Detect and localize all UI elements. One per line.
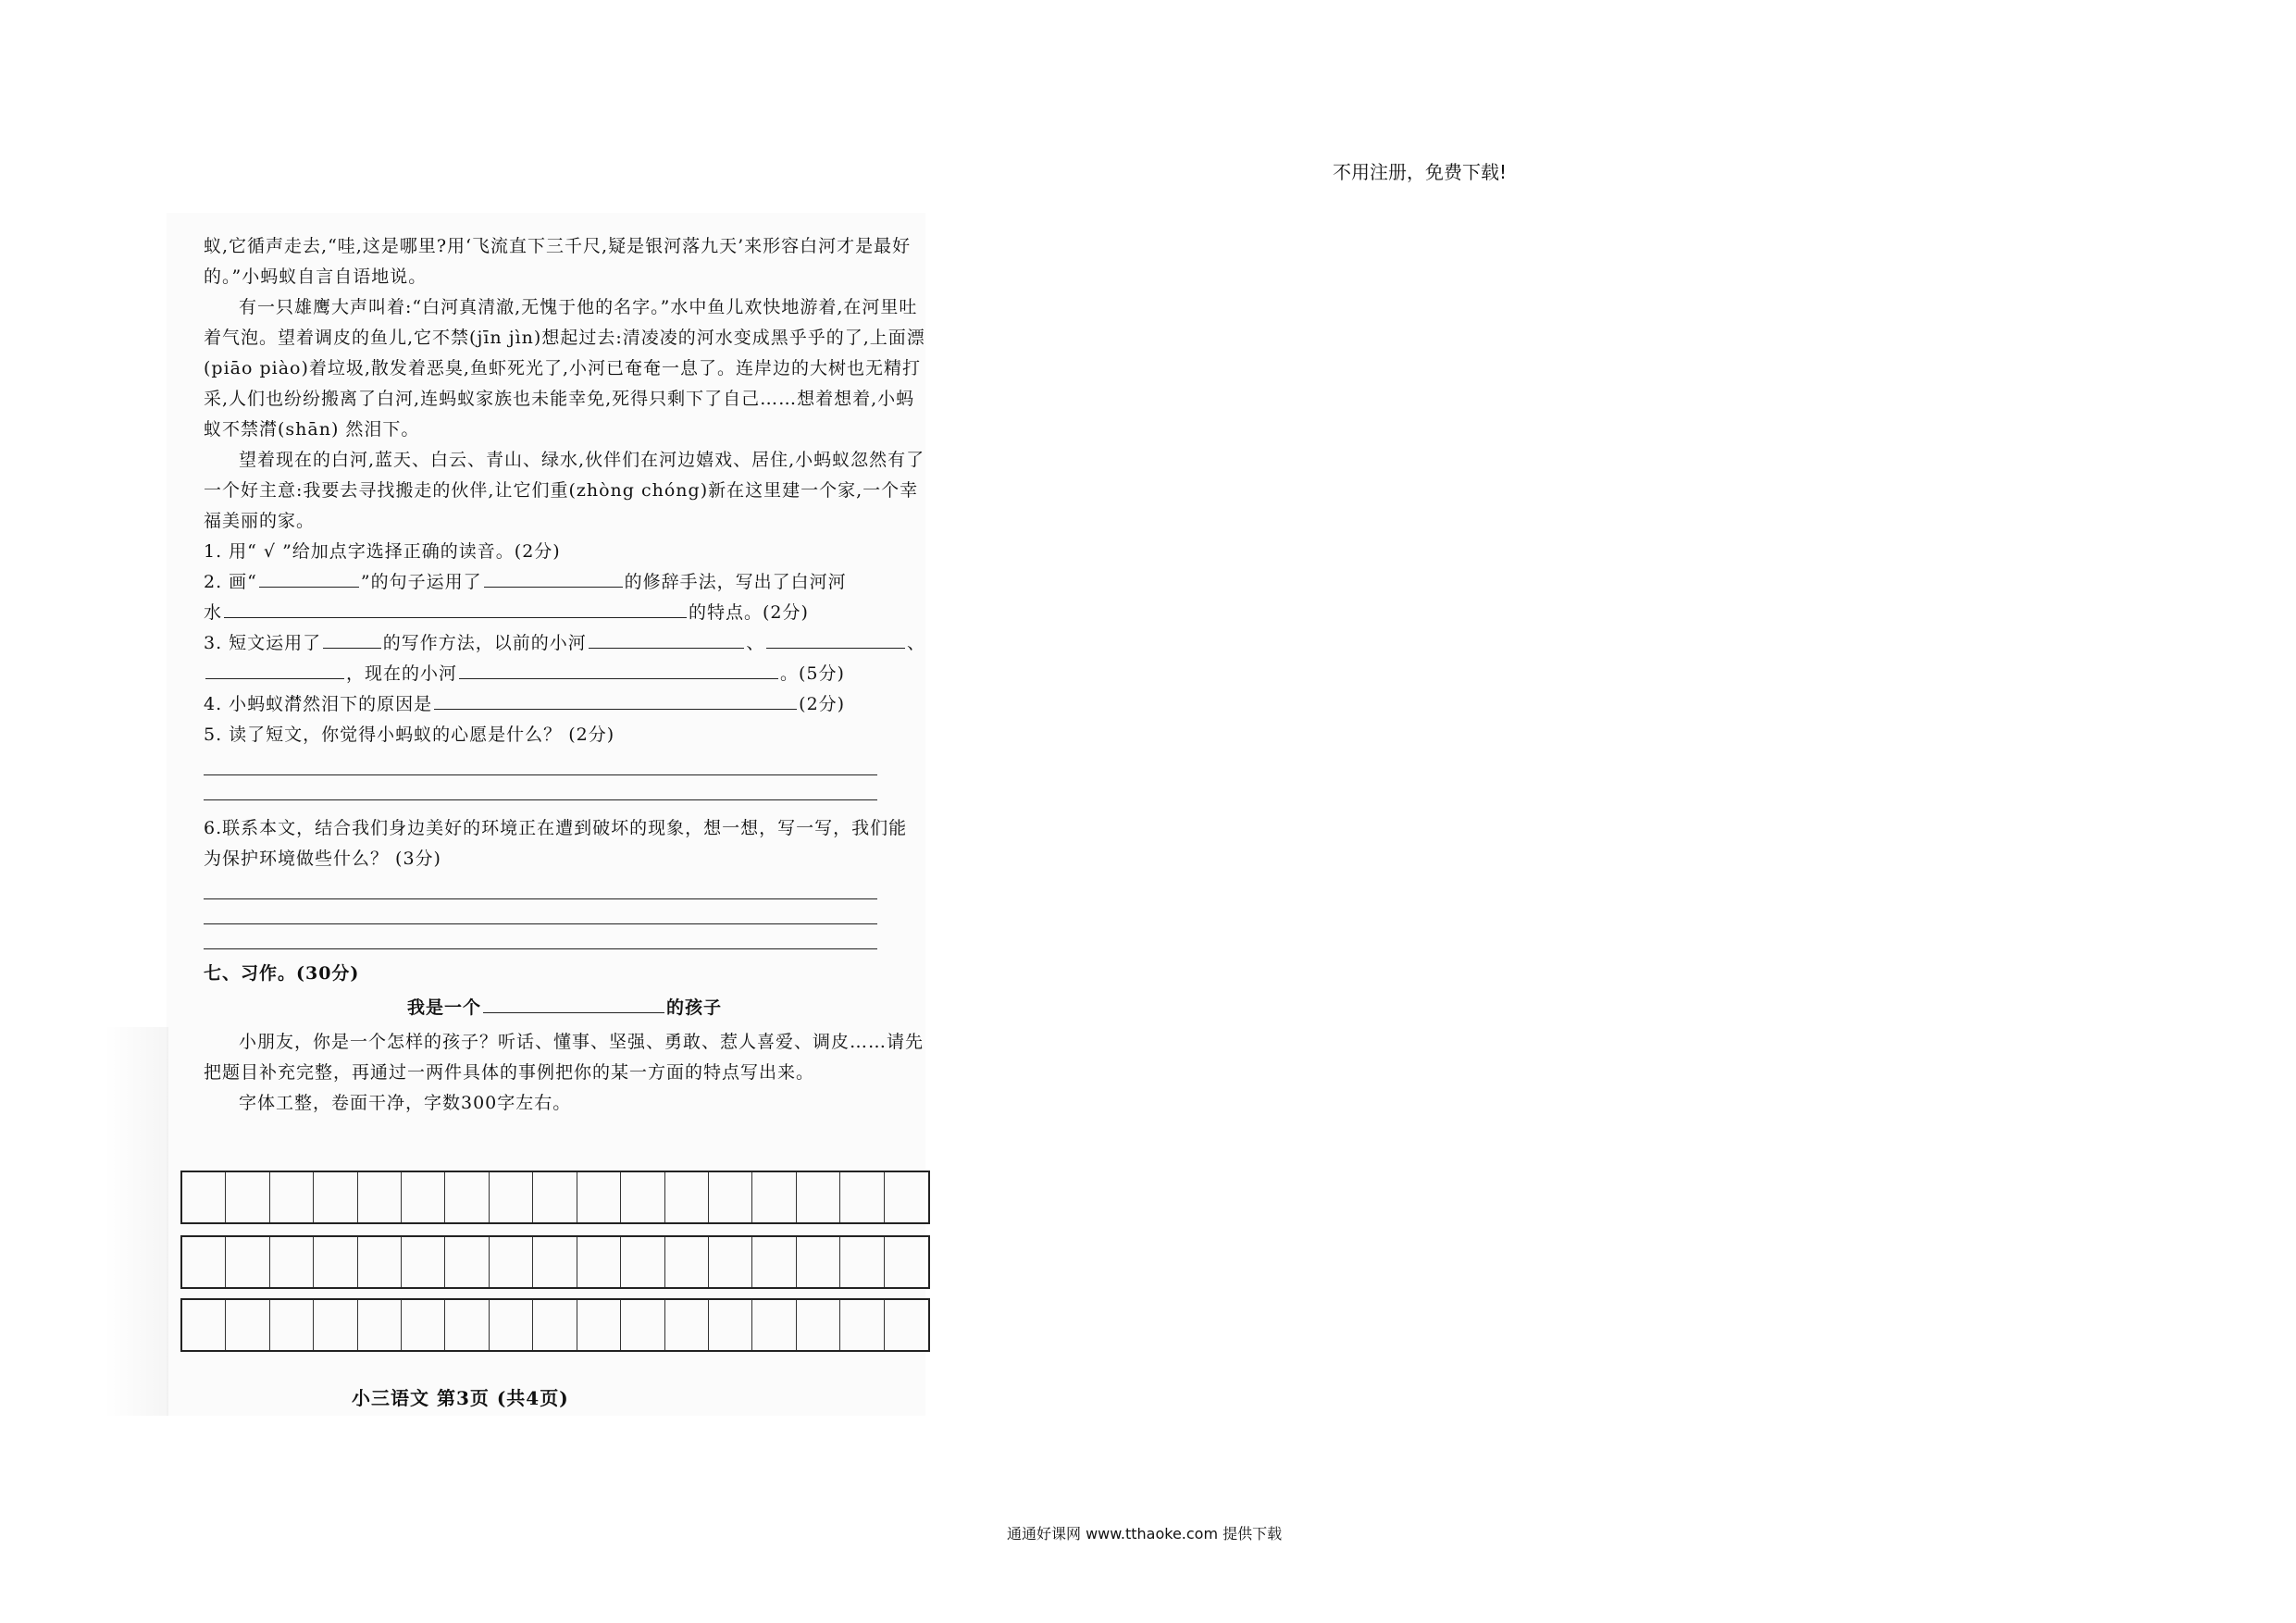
scan-shadow — [104, 1027, 168, 1416]
grid-cell[interactable] — [840, 1237, 884, 1287]
question-2-part-b: ”的句子运用了 — [360, 572, 482, 592]
question-5: 5. 读了短文，你觉得小蚂蚁的心愿是什么？ (2分) — [204, 725, 615, 745]
composition-requirement: 字体工整，卷面干净，字数300字左右。 — [239, 1093, 572, 1113]
grid-cell[interactable] — [314, 1237, 357, 1287]
question-3-part-d: 、 — [906, 633, 925, 653]
grid-cell[interactable] — [533, 1237, 577, 1287]
question-2 — [204, 567, 925, 598]
answer-line[interactable] — [204, 775, 877, 800]
grid-cell[interactable] — [445, 1237, 489, 1287]
grid-cell[interactable] — [226, 1300, 269, 1350]
grid-cell[interactable] — [490, 1172, 533, 1222]
grid-cell[interactable] — [709, 1237, 752, 1287]
question-3-part-f: 。(5分) — [780, 663, 845, 684]
grid-cell[interactable] — [182, 1237, 226, 1287]
grid-cell[interactable] — [709, 1172, 752, 1222]
grid-cell[interactable] — [490, 1237, 533, 1287]
answer-blank[interactable] — [323, 647, 381, 649]
answer-blank[interactable] — [205, 677, 344, 679]
grid-cell[interactable] — [840, 1172, 884, 1222]
question-4-part-a: 4. 小蚂蚁潸然泪下的原因是 — [204, 694, 433, 714]
grid-cell[interactable] — [577, 1237, 621, 1287]
grid-cell[interactable] — [314, 1300, 357, 1350]
grid-cell[interactable] — [533, 1300, 577, 1350]
answer-blank[interactable] — [484, 586, 623, 588]
composition-title-part-b: 的孩子 — [666, 997, 723, 1018]
answer-blank[interactable] — [766, 647, 905, 649]
answer-line[interactable] — [204, 750, 877, 775]
source-footer: 通通好课网 www.tthaoke.com 提供下载 — [1007, 1525, 1283, 1542]
grid-row[interactable] — [180, 1298, 930, 1352]
grid-cell[interactable] — [445, 1172, 489, 1222]
grid-cell[interactable] — [621, 1237, 664, 1287]
grid-cell[interactable] — [709, 1300, 752, 1350]
grid-cell[interactable] — [314, 1172, 357, 1222]
answer-blank[interactable] — [589, 647, 745, 649]
question-6: 6.联系本文，结合我们身边美好的环境正在遭到破坏的现象，想一想，写一写，我们能为保护环境做些什么？ (3分) — [204, 818, 908, 869]
grid-cell[interactable] — [665, 1300, 709, 1350]
grid-row[interactable] — [180, 1235, 930, 1289]
grid-cell[interactable] — [358, 1300, 402, 1350]
grid-cell[interactable] — [885, 1172, 928, 1222]
grid-cell[interactable] — [577, 1300, 621, 1350]
grid-cell[interactable] — [402, 1237, 445, 1287]
writing-grid[interactable] — [180, 1171, 930, 1352]
question-4-part-b: (2分) — [799, 694, 846, 714]
grid-cell[interactable] — [621, 1300, 664, 1350]
answer-line[interactable] — [204, 899, 877, 924]
page-number: 小三语文 第3页 (共4页) — [352, 1387, 569, 1409]
question-3-part-a: 3. 短文运用了 — [204, 633, 322, 653]
grid-cell[interactable] — [621, 1172, 664, 1222]
passage-paragraph-2: 有一只雄鹰大声叫着:“白河真清澈,无愧于他的名字。”水中鱼儿欢快地游着,在河里吐着气泡。望着调皮的鱼儿,它不禁(jīn jìn)想起过去:清凌凌的河水变成黑乎乎的了,上面漂(piāo piào)着垃圾,散发着恶臭,鱼虾死光了,小河已奄奄一息了。连岸边的大树也无精打采,人们也纷纷搬离了白河,连蚂蚁家族也未能幸免,死得只剩下了自己……想着想着,小蚂蚁不禁潸(shān) 然泪下。 — [204, 297, 925, 440]
exam-content — [204, 231, 925, 1119]
grid-cell[interactable] — [885, 1300, 928, 1350]
passage-paragraph-3: 望着现在的白河,蓝天、白云、青山、绿水,伙伴们在河边嬉戏、居住,小蚂蚁忽然有了一个好主意:我要去寻找搬走的伙伴,让它们重(zhòng chóng)新在这里建一个家,一个幸福美丽的家。 — [204, 450, 925, 531]
question-3-part-c: 、 — [746, 633, 765, 653]
question-1: 1. 用“ √ ”给加点字选择正确的读音。(2分) — [204, 541, 561, 562]
grid-cell[interactable] — [402, 1172, 445, 1222]
grid-cell[interactable] — [577, 1172, 621, 1222]
question-2-part-a: 2. 画“ — [204, 572, 257, 592]
composition-title-blank[interactable] — [483, 1011, 664, 1013]
passage-paragraph-1: 蚁,它循声走去,“哇,这是哪里?用‘飞流直下三千尺,疑是银河落九天’来形容白河才是最好的。”小蚂蚁自言自语地说。 — [204, 236, 912, 287]
composition-prompt: 小朋友，你是一个怎样的孩子？听话、懂事、坚强、勇敢、惹人喜爱、调皮……请先把题目补充完整，再通过一两件具体的事例把你的某一方面的特点写出来。 — [204, 1032, 925, 1083]
grid-cell[interactable] — [840, 1300, 884, 1350]
grid-cell[interactable] — [358, 1237, 402, 1287]
composition-section-title: 七、习作。(30分) — [204, 963, 360, 984]
grid-cell[interactable] — [752, 1237, 796, 1287]
composition-title — [204, 993, 925, 1023]
answer-blank[interactable] — [459, 677, 778, 679]
question-3-part-e: ，现在的小河 — [346, 663, 458, 684]
question-2-part-c: 的修辞手法，写出了白河河 — [624, 572, 847, 592]
grid-cell[interactable] — [752, 1300, 796, 1350]
grid-cell[interactable] — [797, 1172, 840, 1222]
grid-cell[interactable] — [797, 1300, 840, 1350]
grid-cell[interactable] — [533, 1172, 577, 1222]
grid-cell[interactable] — [182, 1172, 226, 1222]
grid-cell[interactable] — [885, 1237, 928, 1287]
grid-cell[interactable] — [752, 1172, 796, 1222]
grid-cell[interactable] — [665, 1237, 709, 1287]
grid-cell[interactable] — [270, 1237, 314, 1287]
grid-cell[interactable] — [182, 1300, 226, 1350]
grid-cell[interactable] — [797, 1237, 840, 1287]
question-2-continued — [204, 598, 925, 628]
question-3-part-b: 的写作方法，以前的小河 — [382, 633, 587, 653]
question-2-part-d: 水 — [204, 602, 223, 623]
grid-cell[interactable] — [665, 1172, 709, 1222]
answer-blank[interactable] — [259, 586, 359, 588]
download-notice: 不用注册，免费下载! — [1333, 161, 1508, 183]
grid-cell[interactable] — [226, 1237, 269, 1287]
grid-cell[interactable] — [445, 1300, 489, 1350]
answer-blank[interactable] — [434, 708, 797, 710]
answer-line[interactable] — [204, 874, 877, 899]
grid-row[interactable] — [180, 1171, 930, 1224]
grid-cell[interactable] — [270, 1172, 314, 1222]
grid-cell[interactable] — [402, 1300, 445, 1350]
answer-blank[interactable] — [224, 616, 687, 618]
question-3 — [204, 628, 925, 659]
question-4 — [204, 689, 925, 720]
grid-cell[interactable] — [490, 1300, 533, 1350]
question-3-continued — [204, 659, 925, 689]
grid-cell[interactable] — [358, 1172, 402, 1222]
answer-line[interactable] — [204, 924, 877, 949]
grid-cell[interactable] — [270, 1300, 314, 1350]
grid-cell[interactable] — [226, 1172, 269, 1222]
composition-title-part-a: 我是一个 — [406, 997, 481, 1018]
question-2-part-e: 的特点。(2分) — [689, 602, 809, 623]
